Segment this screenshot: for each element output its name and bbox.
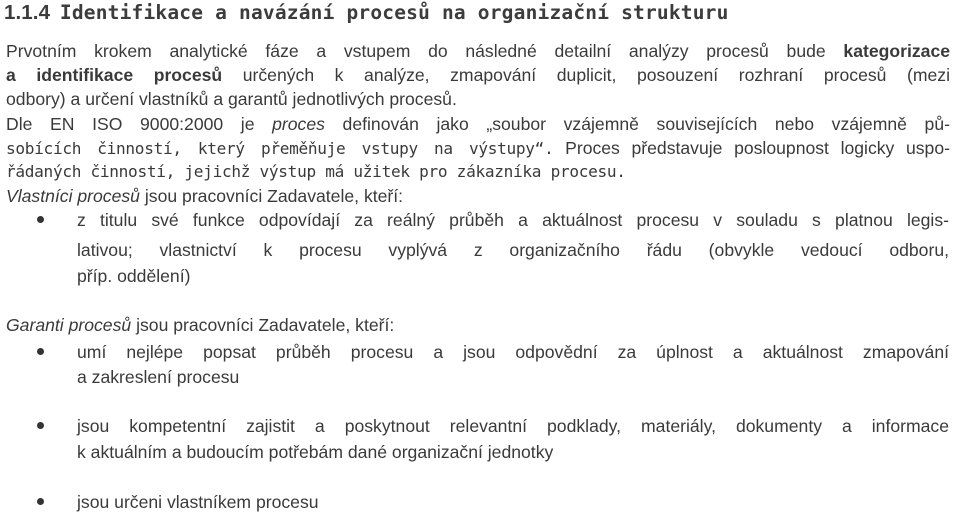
text-span: Proces představuje posloupnost logicky uspo- [565, 138, 950, 158]
text-span: jsou pracovníci Zadavatele, kteří: [144, 186, 404, 206]
bullet-icon [37, 216, 44, 223]
text-span: Prvotním krokem analytické fáze a vstupem do následné detailní analýzy procesů bude [6, 41, 826, 61]
bullet-icon [37, 498, 44, 505]
text-span: jsou pracovníci Zadavatele, kteří: [136, 315, 395, 335]
quoted-definition: sobících činností, který přeměňuje vstupy na výstupy“. [6, 139, 554, 158]
text-span: určených k analýze, zmapování duplicit, posouzení rozhraní procesů (mezi [242, 65, 950, 85]
guarantors-bullet-1-line-2: a zakreslení procesu [77, 367, 240, 387]
italic-term: proces [272, 114, 325, 134]
owners-bullet-1-line-3: příp. oddělení) [77, 266, 191, 286]
paragraph-1-line-1 [6, 39, 950, 63]
owners-bullet-1-line-1: z titulu své funkce odpovídají za reálný průběh a aktuálnost procesu v souladu s platnou legis- [77, 210, 949, 230]
bullet-icon [37, 422, 44, 429]
guarantors-bullet-3-line-1: jsou určeni vlastníkem procesu [77, 492, 319, 512]
guarantors-bullet-1-line-1: umí nejlépe popsat průběh procesu a jsou odpovědní za úplnost a aktuálnost zmapování [77, 342, 949, 362]
section-number: 1.1.4 [4, 1, 51, 24]
owners-bullet-1-line-2: lativou; vlastnictví k procesu vyplývá z organizačního řádu (obvykle vedoucí odboru, [77, 240, 949, 260]
section-heading [4, 1, 729, 25]
owners-intro [6, 184, 403, 208]
bullet-icon [37, 348, 44, 355]
section-title: Identifikace a navázání procesů na organizační strukturu [59, 1, 729, 24]
paragraph-1-line-2 [6, 63, 950, 87]
paragraph-2-line-2 [6, 136, 950, 161]
paragraph-2-line-1 [6, 112, 950, 136]
paragraph-2-line-3: řádaných činností, jejichž výstup má užitek pro zákazníka procesu. [6, 162, 626, 181]
guarantors-term: Garanti procesů [6, 315, 132, 335]
owners-term: Vlastníci procesů [6, 186, 140, 206]
guarantors-bullet-2-line-2: k aktuálním a budoucím potřebám dané organizační jednotky [77, 442, 554, 462]
bold-term: a identifikace procesů [6, 65, 223, 85]
text-span: Dle EN ISO 9000:2000 je [6, 114, 255, 134]
guarantors-intro [6, 313, 394, 337]
text-span: definován jako „soubor vzájemně souvisejících nebo vzájemně pů- [342, 114, 950, 134]
bold-term: kategorizace [843, 41, 951, 61]
paragraph-1-line-3: odbory) a určení vlastníků a garantů jednotlivých procesů. [6, 89, 457, 109]
guarantors-bullet-2-line-1: jsou kompetentní zajistit a poskytnout relevantní podklady, materiály, dokumenty a informace [77, 416, 949, 436]
